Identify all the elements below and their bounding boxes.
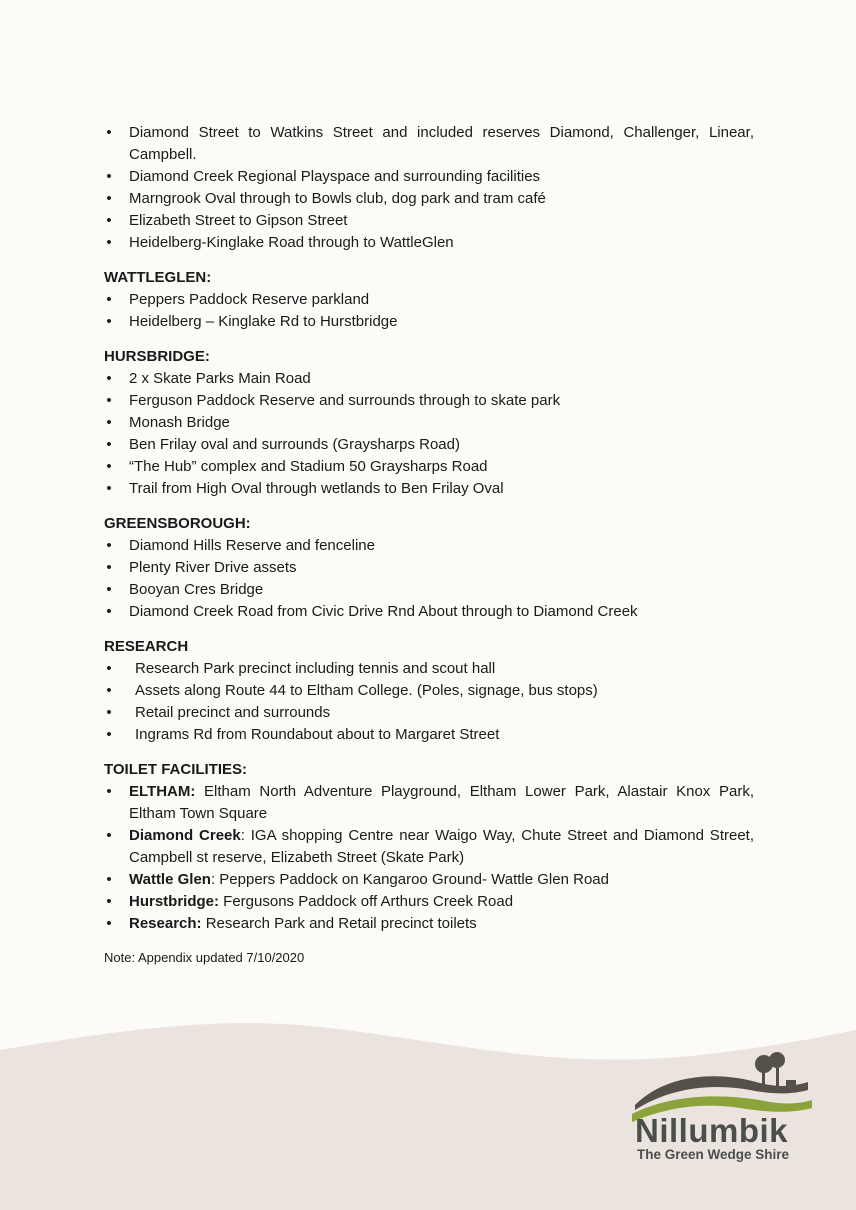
bullet-icon: • [106, 392, 112, 409]
list-item: • Heidelberg-Kinglake Road through to WattleGlen [104, 232, 754, 254]
bullet-icon: • [106, 682, 112, 699]
logo-name: Nillumbik [635, 1112, 789, 1149]
section-hursbridge [104, 346, 754, 500]
list-item: • Booyan Cres Bridge [104, 579, 754, 601]
bullet-icon: • [106, 414, 112, 431]
bullet-icon: • [106, 893, 112, 910]
list-item: • Assets along Route 44 to Eltham College. (Poles, signage, bus stops) [104, 680, 754, 702]
bullet-icon: • [106, 370, 112, 387]
list-item: • Diamond Street to Watkins Street and included reserves Diamond, Challenger, Linear, Campbell. [104, 122, 754, 166]
list-item: • Diamond Creek: IGA shopping Centre near Waigo Way, Chute Street and Diamond Street, Campbell st reserve, Elizabeth Street (Skate Park) [104, 825, 754, 869]
section-heading: RESEARCH [104, 638, 189, 655]
bullet-icon: • [106, 783, 112, 800]
list-item: • Hurstbridge: Fergusons Paddock off Arthurs Creek Road [104, 891, 754, 913]
bullet-icon: • [106, 603, 112, 620]
section-heading: TOILET FACILITIES: [104, 761, 248, 778]
list-item: • Research: Research Park and Retail precinct toilets [104, 913, 754, 935]
bullet-icon: • [106, 458, 112, 475]
bullet-icon: • [106, 291, 112, 308]
bullet-icon: • [106, 190, 112, 207]
list-item: • Diamond Hills Reserve and fenceline [104, 535, 754, 557]
appendix-content [104, 122, 754, 980]
list-item: • Marngrook Oval through to Bowls club, dog park and tram café [104, 188, 754, 210]
bullet-icon: • [106, 480, 112, 497]
bullet-icon: • [106, 313, 112, 330]
bullet-icon: • [106, 436, 112, 453]
bullet-icon: • [106, 827, 112, 844]
list-item: • Monash Bridge [104, 412, 754, 434]
list-item: • Diamond Creek Road from Civic Drive Rnd About through to Diamond Creek [104, 601, 754, 623]
list-item: • Ingrams Rd from Roundabout about to Margaret Street [104, 724, 754, 746]
logo-tagline: The Green Wedge Shire [637, 1147, 790, 1162]
list-item: • Elizabeth Street to Gipson Street [104, 210, 754, 232]
bullet-icon: • [106, 581, 112, 598]
list-item: • 2 x Skate Parks Main Road [104, 368, 754, 390]
list-item: • Peppers Paddock Reserve parkland [104, 289, 754, 311]
bullet-icon: • [106, 915, 112, 932]
list-item: • Trail from High Oval through wetlands to Ben Frilay Oval [104, 478, 754, 500]
list-item: • Ferguson Paddock Reserve and surrounds through to skate park [104, 390, 754, 412]
bullet-icon: • [106, 212, 112, 229]
section-heading: WATTLEGLEN: [104, 269, 212, 286]
list-item: • Research Park precinct including tennis and scout hall [104, 658, 754, 680]
section-greensborough [104, 513, 754, 623]
bullet-icon: • [106, 704, 112, 721]
list-item: • Ben Frilay oval and surrounds (Graysharps Road) [104, 434, 754, 456]
bullet-icon: • [106, 660, 112, 677]
list-item: • Heidelberg – Kinglake Rd to Hurstbridge [104, 311, 754, 333]
bullet-icon: • [106, 124, 112, 141]
section-toilet-facilities [104, 759, 754, 935]
list-item: • “The Hub” complex and Stadium 50 Graysharps Road [104, 456, 754, 478]
section-heading: GREENSBOROUGH: [104, 515, 251, 532]
bullet-icon: • [106, 726, 112, 743]
top-list [104, 122, 754, 254]
bullet-icon: • [106, 168, 112, 185]
bullet-icon: • [106, 871, 112, 888]
section-wattleglen [104, 267, 754, 333]
bullet-icon: • [106, 559, 112, 576]
bullet-icon: • [106, 537, 112, 554]
list-item: • Diamond Creek Regional Playspace and surrounding facilities [104, 166, 754, 188]
section-research [104, 636, 754, 746]
update-note: Note: Appendix updated 7/10/2020 [104, 950, 305, 965]
bullet-icon: • [106, 234, 112, 251]
list-item: • ELTHAM: Eltham North Adventure Playground, Eltham Lower Park, Alastair Knox Park, Eltham Town Square [104, 781, 754, 825]
list-item: • Retail precinct and surrounds [104, 702, 754, 724]
list-item: • Wattle Glen: Peppers Paddock on Kangaroo Ground- Wattle Glen Road [104, 869, 754, 891]
list-item: • Plenty River Drive assets [104, 557, 754, 579]
section-heading: HURSBRIDGE: [104, 348, 210, 365]
